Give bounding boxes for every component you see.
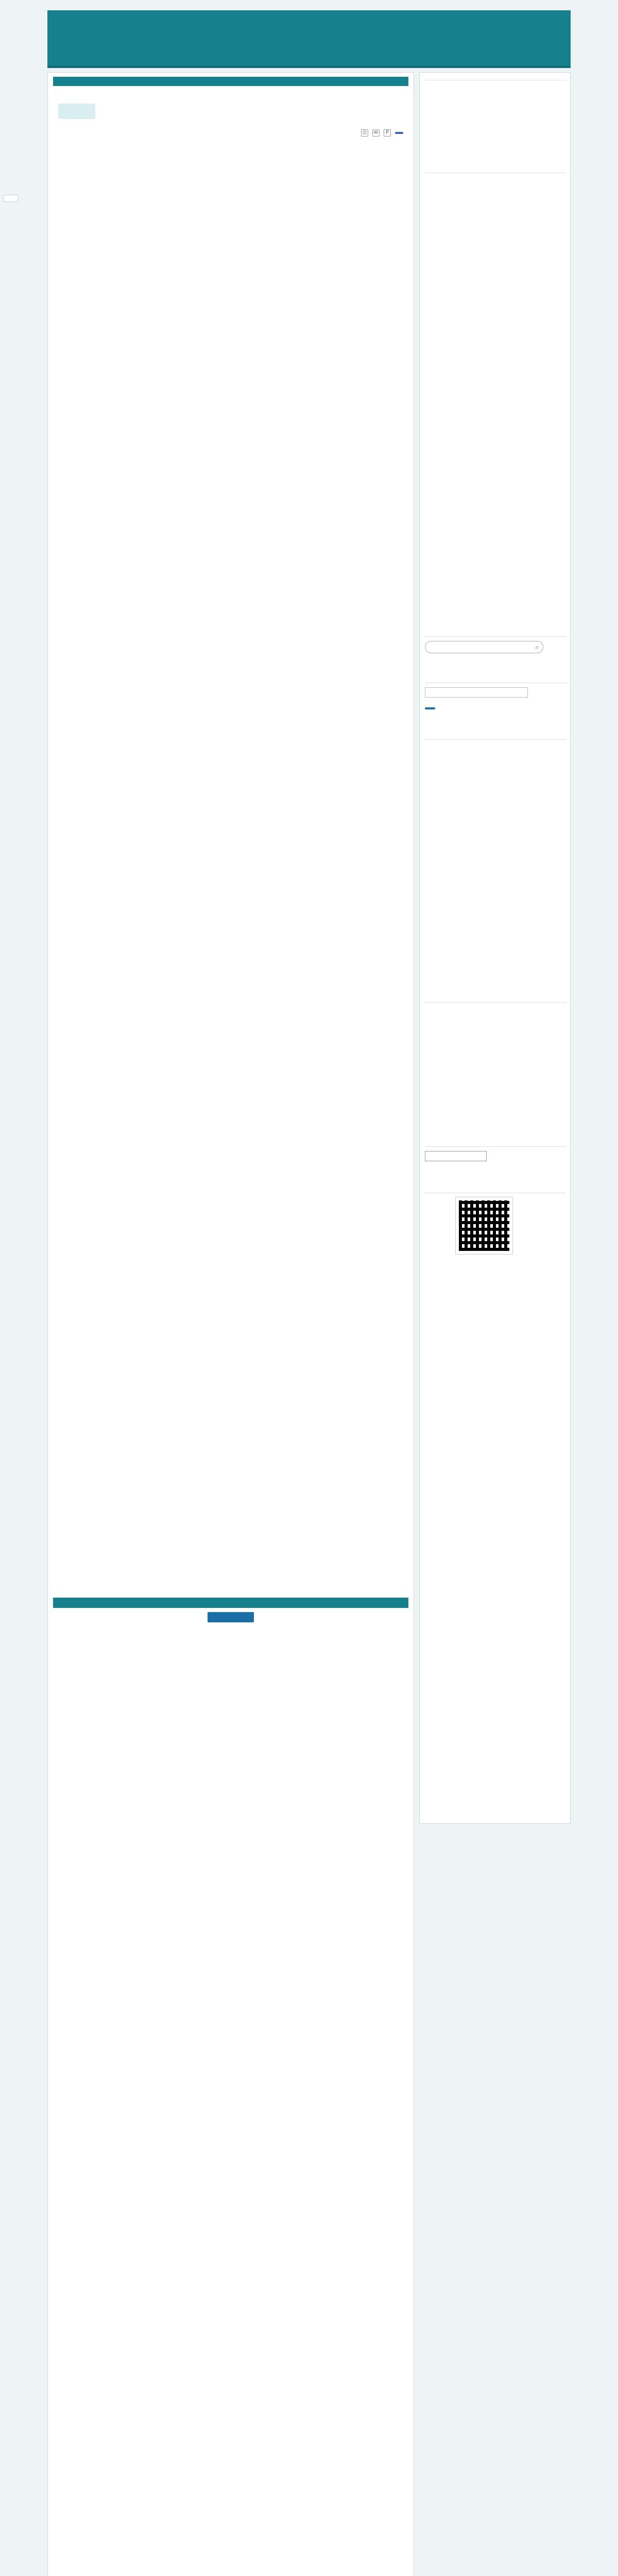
categories-widget [425,737,566,744]
post-toolbar [58,126,403,140]
related-posts [63,1381,403,1567]
plurk-icon[interactable]: P [384,129,391,137]
calendar-title [425,78,566,80]
print-icon[interactable]: ⎙ [361,129,368,137]
blog-header [47,10,571,68]
keyword-search-button[interactable] [425,707,435,709]
qr-title [425,1191,566,1193]
sidebar [419,72,571,1824]
archive-select[interactable] [425,1151,487,1161]
add-comment-button[interactable] [208,1612,254,1622]
keyword-widget [425,681,566,711]
main-column [47,72,414,2576]
archive-widget [425,1144,566,1166]
keyword-input[interactable] [425,687,528,698]
links-title [425,1000,566,1003]
recent-comments-widget [425,171,566,177]
search-input[interactable] [425,641,543,653]
post-meta-bar [53,77,408,86]
blog-post [58,104,403,1330]
comments-header[interactable] [53,1598,408,1608]
email-icon[interactable]: ✉ [372,129,380,137]
links-widget [425,1000,566,1007]
keyword-title [425,681,566,683]
calendar-widget [425,78,566,84]
qr-widget [425,1191,566,1254]
search-widget [425,634,566,653]
categories-title [425,737,566,740]
search-title [425,634,566,637]
qr-code-image [456,1197,512,1254]
recent-comments-title [425,171,566,173]
floating-toolbar [3,195,19,202]
archive-title [425,1144,566,1147]
facebook-like-button[interactable] [395,132,403,134]
search-icon[interactable]: ⌕ [535,643,539,651]
post-date [58,104,95,119]
